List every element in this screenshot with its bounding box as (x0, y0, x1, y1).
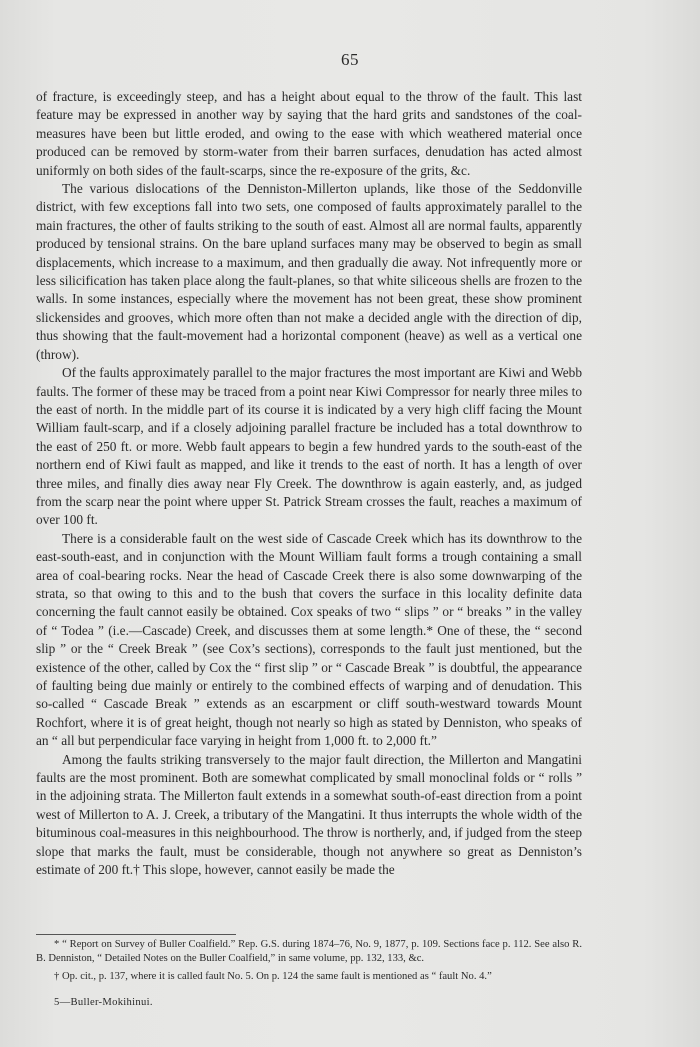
page-number: 65 (341, 50, 359, 69)
footnotes (36, 938, 582, 984)
paragraph-continuation: of fracture, is exceedingly steep, and has a height about equal to the throw of the fault. This last feature may be expressed in another way by saying that the hard grits and sandstones of the coal-measures have been but little eroded, and owing to the ease with which weathered material once produced can be removed by storm-water from their barren surfaces, denudation has acted almost uniformly on both sides of the fault-scarps, since the re-exposure of the grits, &c. (36, 89, 582, 178)
footnote-1: * “ Report on Survey of Buller Coalfield.” Rep. G.S. during 1874–76, No. 9, 1877, p. 109. Sections face p. 112. See also R. B. Denniston, “ Detailed Notes on the Buller Coalfield,” in same volume, pp. 132, 133, &c. (36, 939, 582, 964)
paragraph-dislocations: The various dislocations of the Denniston-Millerton uplands, like those of the Seddonville district, with few exceptions fall into two sets, one composed of faults approximately parallel to the main fractures, the other of faults striking to the south of east. Almost all are normal faults, apparently produced by tensional strains. On the bare upland surfaces many may be observed to begin as small displacements, which increase to a maximum, and then gradually die away. Not infrequently more or less silicification has taken place along the fault-planes, so that white siliceous shells are frozen to the walls. In some instances, especially where the movement has not been great, these show prominent slickensides and grooves, which more often than not make a decided angle with the direction of dip, thus showing that the fault-movement had a horizontal component (heave) as well as a vertical one (throw). (36, 181, 582, 362)
paragraph-millerton-mangatini: Among the faults striking transversely to the major fault direction, the Millerton and Mangatini faults are the most prominent. Both are somewhat complicated by small monoclinal folds or “ rolls ” in the adjoining strata. The Millerton fault extends in a somewhat south-of-east direction from a point west of Millerton to A. J. Creek, a tributary of the Mangatini. It thus interrupts the whole width of the bituminous coal-measures in this neighbourhood. The throw is northerly, and, if judged from the steep slope that marks the fault, must be considerable, though not anywhere so great as Denniston’s estimate of 200 ft.† This slope, however, cannot easily be made the (36, 751, 582, 878)
paragraph-cascade-creek-fault: There is a considerable fault on the west side of Cascade Creek which has its downthrow to the east-south-east, and in conjunction with the Mount William fault forms a trough containing a small area of coal-bearing rocks. Near the head of Cascade Creek there is also some downwarping of the strata, so that owing to this and to the bush that covers the surface in this locality definite data concerning the fault cannot easily be obtained. Cox speaks of two “ slips ” or “ breaks ” in the valley of “ Todea ” (i.e.—Cascade) Creek, and discusses them at some length.* One of these, the “ second slip ” or the “ Creek Break ” (see Cox’s sections), corresponds to the fault just mentioned, but the existence of the other, called by Cox the “ first slip ” or “ Cascade Break ” is doubtful, the appearance of faulting being due mainly or entirely to the combined effects of warping and of denudation. This so-called “ Cascade Break ” extends as an escarpment or cliff south-westward towards Mount Rochfort, where it is of great height, though not nearly so high as stated by Denniston, who speaks of an “ all but perpendicular face varying in height from 1,000 ft. to 2,000 ft.” (36, 530, 582, 749)
footnote-divider (36, 934, 236, 935)
body-text (36, 88, 582, 879)
paragraph-kiwi-webb-faults: Of the faults approximately parallel to the major fractures the most important are Kiwi and Webb faults. The former of these may be traced from a point near Kiwi Compressor for nearly three miles to the east of north. In the middle part of its course it is indicated by a very high cliff facing the Mount William fault-scarp, and if a closely adjoining parallel fracture be included has a total downthrow to the east of 250 ft. or more. Webb fault appears to begin a few hundred yards to the south-east of the northern end of Kiwi fault as mapped, and like it trends to the east of north. It has a length of over three miles, and finally dies away near Fly Creek. The downthrow is again easterly, and, as judged from the scarp near the point where upper St. Patrick Stream crosses the fault, reaches a maximum of over 100 ft. (36, 365, 582, 528)
footnote-2: † Op. cit., p. 137, where it is called fault No. 5. On p. 124 the same fault is mentioned as “ fault No. 4.” (54, 971, 492, 982)
signature-mark: 5—Buller-Mokihinui. (54, 997, 153, 1008)
